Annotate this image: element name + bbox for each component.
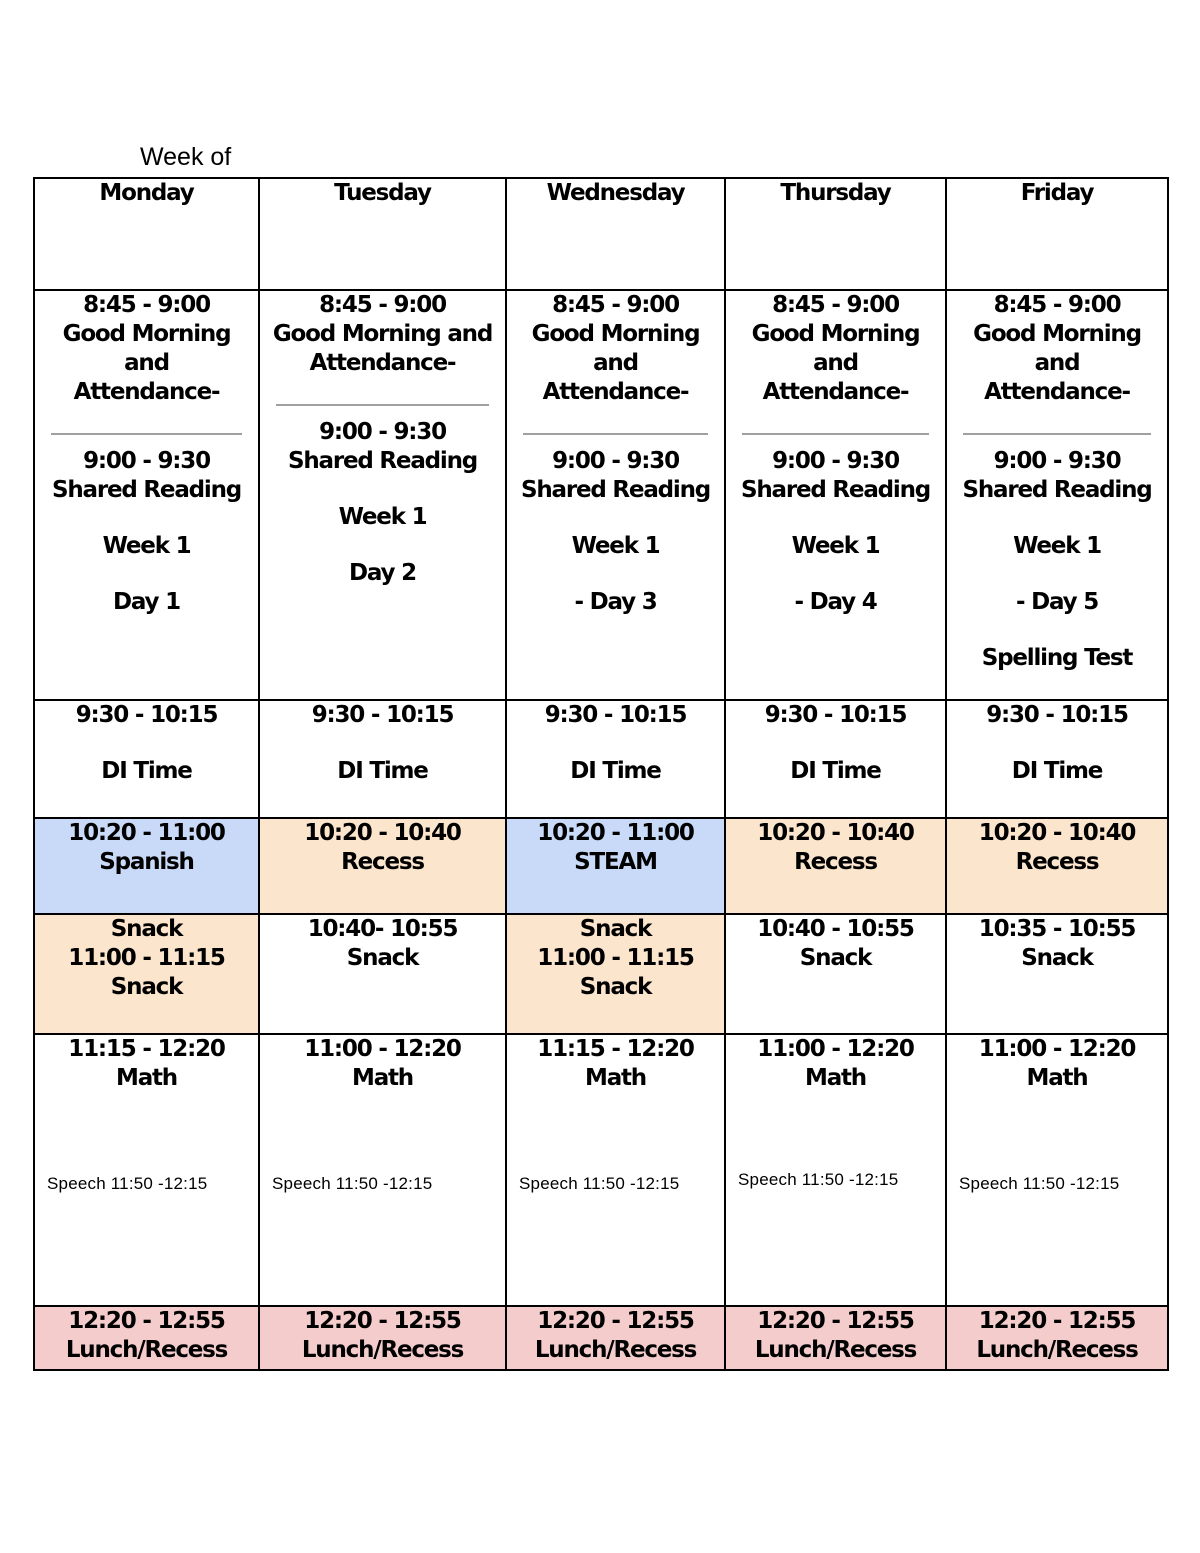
reading-activity: Shared Reading — [962, 477, 1152, 503]
day-header-wednesday: Wednesday — [506, 178, 725, 290]
reading-week: Week 1 — [571, 533, 660, 559]
morning-activity-line2: Attendance- — [762, 379, 909, 405]
lunch-cell-tuesday — [259, 1306, 506, 1370]
math-label: Math — [805, 1065, 866, 1091]
reading-week: Week 1 — [791, 533, 880, 559]
snack-cell-monday — [34, 914, 259, 1034]
morning-cell-thursday — [725, 290, 946, 700]
math-cell-tuesday — [259, 1034, 506, 1306]
di-label: DI Time — [790, 758, 881, 784]
reading-day: Day 1 — [113, 589, 180, 615]
snack-line1: 10:35 - 10:55 — [978, 916, 1136, 942]
mid-morning-cell-thursday — [725, 818, 946, 914]
day-header-row — [34, 178, 1168, 290]
reading-week: Week 1 — [102, 533, 191, 559]
lunch-time: 12:20 - 12:55 — [978, 1308, 1136, 1334]
lunch-label: Lunch/Recess — [754, 1337, 917, 1363]
speech-note: Speech 11:50 -12:15 — [519, 1174, 680, 1193]
speech-note: Speech 11:50 -12:15 — [47, 1174, 208, 1193]
mid-morning-cell-monday — [34, 818, 259, 914]
reading-day: - Day 4 — [794, 589, 877, 615]
math-row — [34, 1034, 1168, 1306]
snack-line2: Snack — [346, 945, 419, 971]
section-divider — [51, 433, 242, 435]
reading-week: Week 1 — [338, 504, 427, 530]
di-cell-tuesday — [259, 700, 506, 818]
reading-time: 9:00 - 9:30 — [319, 419, 446, 445]
morning-activity-line1: Good Morning and — [973, 321, 1141, 376]
morning-time: 8:45 - 9:00 — [552, 292, 679, 318]
lunch-label: Lunch/Recess — [976, 1337, 1138, 1363]
lunch-label: Lunch/Recess — [301, 1337, 464, 1363]
day-header-monday: Monday — [34, 178, 259, 290]
speech-note: Speech 11:50 -12:15 — [272, 1174, 433, 1193]
lunch-label: Lunch/Recess — [65, 1337, 228, 1363]
di-label: DI Time — [337, 758, 428, 784]
mid-morning-cell-tuesday — [259, 818, 506, 914]
day-header-thursday: Thursday — [725, 178, 946, 290]
di-time: 9:30 - 10:15 — [311, 702, 454, 728]
snack-line1: Snack — [579, 916, 652, 942]
di-cell-friday — [946, 700, 1168, 818]
day-header-tuesday: Tuesday — [259, 178, 506, 290]
snack-line1: 10:40- 10:55 — [307, 916, 458, 942]
reading-activity: Shared Reading — [51, 477, 242, 503]
math-time: 11:00 - 12:20 — [304, 1036, 461, 1062]
section-divider — [276, 404, 489, 406]
snack-line1: 10:40 - 10:55 — [757, 916, 914, 942]
snack-line3: Snack — [579, 974, 652, 1000]
reading-time: 9:00 - 9:30 — [772, 448, 899, 474]
morning-activity-line2: Attendance- — [309, 350, 456, 376]
lunch-label: Lunch/Recess — [534, 1337, 697, 1363]
snack-cell-friday — [946, 914, 1168, 1034]
math-time: 11:15 - 12:20 — [537, 1036, 694, 1062]
math-cell-wednesday — [506, 1034, 725, 1306]
math-label: Math — [1026, 1065, 1088, 1091]
mid-morning-label: Spanish — [99, 849, 194, 875]
section-divider — [963, 433, 1151, 435]
morning-activity-line1: Good Morning and — [531, 321, 700, 376]
snack-line2: Snack — [799, 945, 872, 971]
mid-morning-cell-wednesday — [506, 818, 725, 914]
reading-extra: Spelling Test — [981, 645, 1133, 671]
speech-note: Speech 11:50 -12:15 — [959, 1174, 1120, 1193]
morning-activity-line2: Attendance- — [542, 379, 689, 405]
math-label: Math — [585, 1065, 646, 1091]
morning-time: 8:45 - 9:00 — [772, 292, 899, 318]
reading-activity: Shared Reading — [740, 477, 931, 503]
lunch-time: 12:20 - 12:55 — [537, 1308, 694, 1334]
morning-activity-line2: Attendance- — [73, 379, 220, 405]
math-cell-friday — [946, 1034, 1168, 1306]
morning-cell-monday — [34, 290, 259, 700]
mid-morning-cell-friday — [946, 818, 1168, 914]
lunch-cell-wednesday — [506, 1306, 725, 1370]
reading-activity: Shared Reading — [287, 448, 478, 474]
lunch-cell-monday — [34, 1306, 259, 1370]
reading-week: Week 1 — [1013, 533, 1101, 559]
morning-activity-line1: Good Morning and — [62, 321, 231, 376]
weekly-schedule-table — [33, 177, 1169, 1371]
section-divider — [523, 433, 708, 435]
mid-morning-time: 10:20 - 10:40 — [304, 820, 461, 846]
snack-line2: 11:00 - 11:15 — [68, 945, 225, 971]
di-label: DI Time — [570, 758, 661, 784]
di-time: 9:30 - 10:15 — [544, 702, 687, 728]
section-divider — [742, 433, 929, 435]
morning-cell-tuesday — [259, 290, 506, 700]
snack-line2: 11:00 - 11:15 — [537, 945, 694, 971]
reading-day: - Day 5 — [1015, 589, 1099, 615]
di-time: 9:30 - 10:15 — [764, 702, 907, 728]
snack-cell-wednesday — [506, 914, 725, 1034]
mid-morning-time: 10:20 - 11:00 — [537, 820, 694, 846]
reading-time: 9:00 - 9:30 — [993, 448, 1121, 474]
mid-morning-label: STEAM — [574, 849, 657, 875]
di-label: DI Time — [1011, 758, 1103, 784]
di-cell-monday — [34, 700, 259, 818]
mid-morning-label: Recess — [794, 849, 877, 875]
reading-day: Day 2 — [349, 560, 416, 586]
math-time: 11:00 - 12:20 — [757, 1036, 914, 1062]
mid-morning-row — [34, 818, 1168, 914]
di-time-row — [34, 700, 1168, 818]
mid-morning-time: 10:20 - 10:40 — [757, 820, 914, 846]
di-label: DI Time — [101, 758, 192, 784]
di-cell-wednesday — [506, 700, 725, 818]
math-time: 11:00 - 12:20 — [978, 1036, 1136, 1062]
math-time: 11:15 - 12:20 — [68, 1036, 225, 1062]
mid-morning-label: Recess — [1015, 849, 1099, 875]
lunch-cell-friday — [946, 1306, 1168, 1370]
math-label: Math — [116, 1065, 177, 1091]
snack-row — [34, 914, 1168, 1034]
lunch-time: 12:20 - 12:55 — [757, 1308, 914, 1334]
speech-note: Speech 11:50 -12:15 — [738, 1170, 899, 1189]
math-cell-thursday — [725, 1034, 946, 1306]
snack-line1: Snack — [110, 916, 183, 942]
di-cell-thursday — [725, 700, 946, 818]
morning-time: 8:45 - 9:00 — [83, 292, 210, 318]
morning-activity-line1: Good Morning and — [272, 321, 493, 347]
math-label: Math — [352, 1065, 413, 1091]
di-time: 9:30 - 10:15 — [986, 702, 1128, 728]
morning-cell-friday — [946, 290, 1168, 700]
reading-time: 9:00 - 9:30 — [552, 448, 679, 474]
snack-line2: Snack — [1021, 945, 1093, 971]
morning-activity-line1: Good Morning and — [751, 321, 920, 376]
morning-cell-wednesday — [506, 290, 725, 700]
mid-morning-time: 10:20 - 11:00 — [68, 820, 225, 846]
day-header-friday: Friday — [946, 178, 1168, 290]
morning-activity-line2: Attendance- — [984, 379, 1130, 405]
lunch-row — [34, 1306, 1168, 1370]
reading-day: - Day 3 — [574, 589, 657, 615]
mid-morning-label: Recess — [341, 849, 424, 875]
lunch-time: 12:20 - 12:55 — [304, 1308, 461, 1334]
di-time: 9:30 - 10:15 — [75, 702, 218, 728]
snack-line3: Snack — [110, 974, 183, 1000]
reading-activity: Shared Reading — [520, 477, 711, 503]
reading-time: 9:00 - 9:30 — [83, 448, 210, 474]
math-cell-monday — [34, 1034, 259, 1306]
week-of-label: Week of — [140, 143, 232, 171]
morning-time: 8:45 - 9:00 — [319, 292, 446, 318]
morning-time: 8:45 - 9:00 — [993, 292, 1121, 318]
snack-cell-tuesday — [259, 914, 506, 1034]
lunch-cell-thursday — [725, 1306, 946, 1370]
snack-cell-thursday — [725, 914, 946, 1034]
lunch-time: 12:20 - 12:55 — [68, 1308, 225, 1334]
mid-morning-time: 10:20 - 10:40 — [978, 820, 1136, 846]
morning-row — [34, 290, 1168, 700]
